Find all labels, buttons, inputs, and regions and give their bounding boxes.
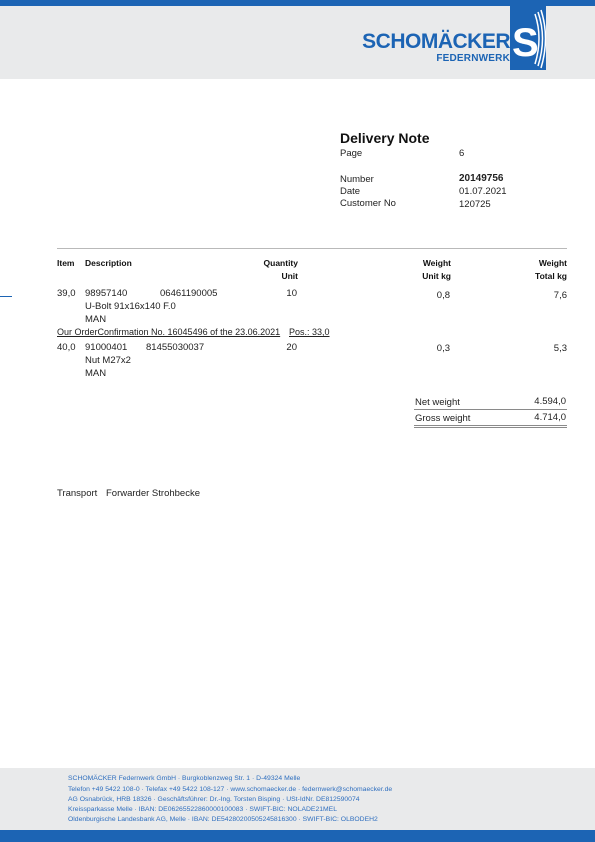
row1-order-reference: Our OrderConfirmation No. 16045496 of the 23.06.2021	[57, 327, 281, 337]
header-weight-total: Weight	[538, 258, 567, 268]
row2-item: 40,0	[57, 342, 76, 353]
footer-line-company: SCHOMÄCKER Federnwerk GmbH · Burgkoblenzweg Str. 1 · D-49324 Melle	[68, 775, 301, 782]
row1-order-position: Pos.: 33,0	[289, 327, 330, 337]
date-label: Date	[340, 186, 361, 197]
footer-line-contact: Telefon +49 5422 108-0 · Telefax +49 5422 108-127 · www.schomaecker.de · federnwerk@schomaecker.de	[68, 786, 393, 793]
row1-code1: 98957140	[85, 288, 128, 299]
row2-unit-weight: 0,3	[436, 343, 450, 354]
number-value: 20149756	[459, 173, 504, 184]
row1-total-weight: 7,6	[553, 290, 567, 301]
row1-unit-weight: 0,8	[436, 290, 450, 301]
document-title: Delivery Note	[340, 130, 430, 146]
row2-code1: 91000401	[85, 342, 128, 353]
footer-line-registry: AG Osnabrück, HRB 18326 · Geschäftsführer: Dr.-Ing. Torsten Bisping · USt-IdNr. DE812590074	[68, 796, 360, 803]
net-weight-value: 4.594,0	[534, 396, 566, 407]
header-quantity-unit: Unit	[281, 271, 298, 281]
summary-divider	[414, 409, 567, 410]
header-weight-total-sub: Total kg	[535, 271, 567, 281]
footer-line-bank-1: Kreissparkasse Melle · IBAN: DE06265522860000100083 · SWIFT-BIC: NOLADE21MEL	[68, 806, 337, 813]
row1-item: 39,0	[57, 288, 76, 299]
header-weight-unit: Weight	[422, 258, 451, 268]
gross-weight-label: Gross weight	[415, 413, 471, 424]
page-label: Page	[340, 148, 363, 159]
table-top-rule	[57, 248, 567, 249]
date-value: 01.07.2021	[459, 186, 507, 197]
number-label: Number	[340, 174, 374, 185]
company-logo	[362, 6, 552, 70]
row2-code2: 81455030037	[146, 342, 205, 353]
logo-name: SCHOMÄCKER	[362, 30, 510, 53]
row2-manufacturer: MAN	[85, 368, 107, 379]
fold-mark	[0, 296, 12, 297]
logo-subname: FEDERNWERK	[436, 53, 510, 64]
customer-value: 120725	[459, 199, 491, 210]
transport-value: Forwarder Strohbecke	[106, 488, 200, 499]
bottom-stripe	[0, 830, 595, 842]
row2-quantity: 20	[286, 342, 297, 353]
summary-double-rule-top	[414, 425, 567, 426]
row1-manufacturer: MAN	[85, 314, 107, 325]
customer-label: Customer No	[340, 198, 396, 209]
transport-label: Transport	[57, 488, 98, 499]
row1-description: U-Bolt 91x16x140 F.0	[85, 301, 176, 312]
footer-line-bank-2: Oldenburgische Landesbank AG, Melle · IBAN: DE54280200505245816300 · SWIFT-BIC: OLBODEH2	[68, 816, 378, 823]
row1-quantity: 10	[286, 288, 297, 299]
page-value: 6	[459, 148, 465, 159]
svg-text:S: S	[512, 21, 539, 65]
header-description: Description	[85, 258, 132, 268]
net-weight-label: Net weight	[415, 397, 460, 408]
row1-code2: 06461190005	[160, 288, 218, 299]
row2-description: Nut M27x2	[85, 355, 131, 366]
header-item: Item	[57, 258, 75, 268]
header-quantity: Quantity	[263, 258, 298, 268]
logo-s-icon	[510, 6, 546, 70]
row2-total-weight: 5,3	[553, 343, 567, 354]
gross-weight-value: 4.714,0	[534, 412, 566, 423]
summary-double-rule-bottom	[414, 427, 567, 428]
header-weight-unit-sub: Unit kg	[422, 271, 451, 281]
